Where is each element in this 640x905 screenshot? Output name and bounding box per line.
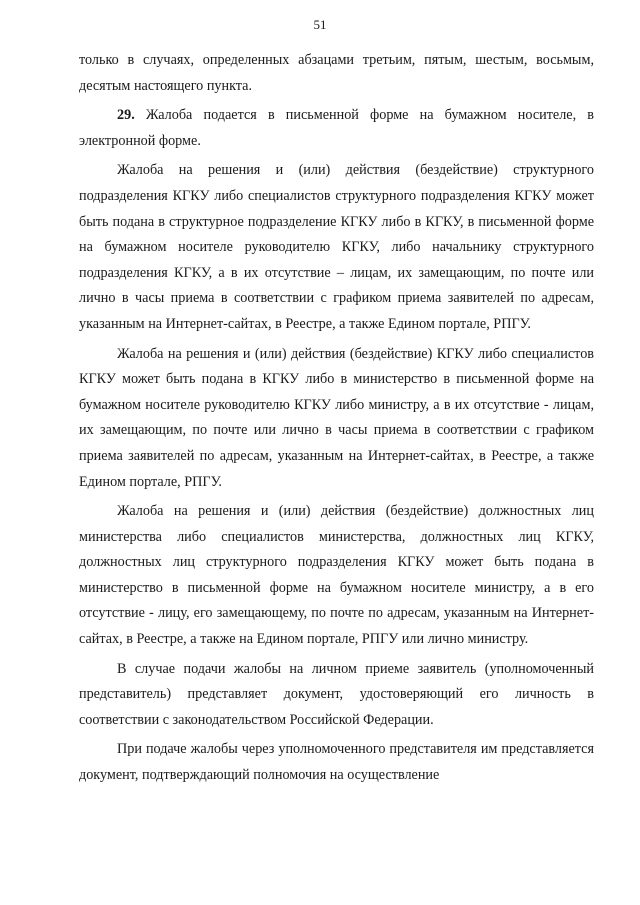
paragraph-text: В случае подачи жалобы на личном приеме заявитель (уполномоченный представитель) представляет документ, удостоверяющий его личность в соответствии с законодательством Российской Федерации. (79, 660, 594, 728)
paragraph-text: только в случаях, определенных абзацами третьим, пятым, шестым, восьмым, десятым настоящего пункта. (79, 52, 594, 94)
paragraph-continuation (79, 48, 594, 99)
paragraph (79, 342, 594, 496)
paragraph-text: Жалоба на решения и (или) действия (бездействие) структурного подразделения КГКУ либо специалистов структурного подразделения КГКУ может быть подана в структурное подразделение КГКУ либо в КГКУ, в письменной форме на бумажном носителе руководителю КГКУ, либо начальнику структурного подразделения КГКУ, а в их отсутствие – лицам, их замещающим, по почте или лично в часы приема в соответствии с графиком приема заявителей по адресам, указанным на Интернет-сайтах, в Реестре, а также Едином портале, РПГУ. (79, 162, 594, 332)
paragraph (79, 657, 594, 734)
paragraph-text: При подаче жалобы через уполномоченного представителя им представляется документ, подтверждающий полномочия на осуществление (79, 741, 594, 784)
paragraph (79, 158, 594, 337)
paragraph (79, 499, 594, 653)
paragraph-text: Жалоба на решения и (или) действия (бездействие) должностных лиц министерства либо специалистов министерства, должностных лиц КГКУ, должностных лиц структурного подразделения КГКУ может быть подана в министерство в письменной форме на бумажном носителе министру, а в его отсутствие - лицу, его замещающему, по почте по адресам, указанным на Интернет-сайтах, в Реестре, а также на Едином портале, РПГУ или лично министру. (79, 503, 594, 648)
page-number: 51 (313, 17, 327, 32)
paragraph (79, 737, 594, 788)
document-body (79, 48, 594, 789)
paragraph-text: Жалоба на решения и (или) действия (бездействие) КГКУ либо специалистов КГКУ может быть подана в КГКУ либо в министерство в письменной форме на бумажном носителе руководителю КГКУ либо министру, а в их отсутствие - лицам, их замещающим, по почте или лично в часы приема в соответствии с графиком приема заявителей по адресам, указанным на Интернет-сайтах, в Реестре, а также Едином портале, РПГУ. (79, 345, 594, 490)
paragraph-text: Жалоба подается в письменной форме на бумажном носителе, в электронной форме. (79, 107, 594, 149)
clause-number: 29. (117, 107, 135, 124)
paragraph-clause-29 (79, 103, 594, 154)
